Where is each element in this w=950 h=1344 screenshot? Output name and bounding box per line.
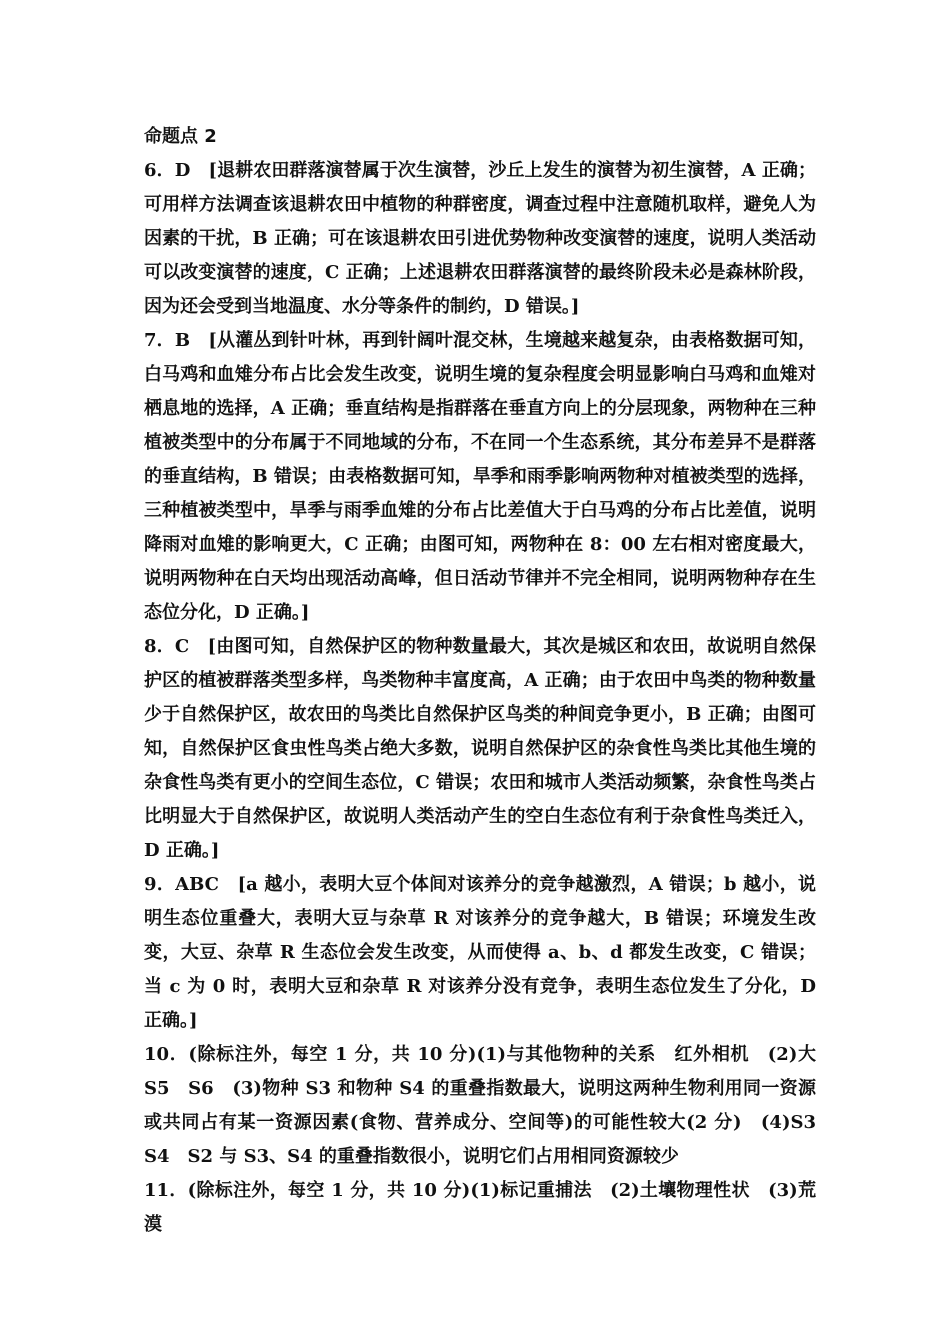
answer-item-9 bbox=[144, 868, 816, 1038]
answer-number: 6．D bbox=[144, 160, 191, 181]
answer-explanation: [由图可知，自然保护区的物种数量最大，其次是城区和农田，故说明自然保护区的植被群落类型多样，鸟类物种丰富度高，A 正确；由于农田中鸟类的物种数量少于自然保护区，故农田的鸟类比自然保护区鸟类的种间竞争更小，B 正确；由图可知，自然保护区食虫性鸟类占绝大多数，说明自然保护区的杂食性鸟类比其他生境的杂食性鸟类有更小的空间生态位，C 错误；农田和城市人类活动频繁，杂食性鸟类占比明显大于自然保护区，故说明人类活动产生的空白生态位有利于杂食性鸟类迁入，D 正确。] bbox=[144, 636, 816, 861]
answer-number: 10． bbox=[144, 1044, 189, 1065]
answer-explanation: [退耕农田群落演替属于次生演替，沙丘上发生的演替为初生演替，A 正确；可用样方法调查该退耕农田中植物的种群密度，调查过程中注意随机取样，避免人为因素的干扰，B 正确；可在该退耕农田引进优势物种改变演替的速度，说明人类活动可以改变演替的速度，C 正确；上述退耕农田群落演替的最终阶段未必是森林阶段，因为还会受到当地温度、水分等条件的制约，D 错误。] bbox=[144, 160, 817, 317]
answer-item-6 bbox=[144, 154, 816, 324]
answer-item-11 bbox=[144, 1174, 816, 1242]
answer-number: 8．C bbox=[144, 636, 190, 657]
answer-explanation: [从灌丛到针叶林，再到针阔叶混交林，生境越来越复杂，由表格数据可知，白马鸡和血雉分布占比会发生改变，说明生境的复杂程度会明显影响白马鸡和血雉对栖息地的选择，A 正确；垂直结构是指群落在垂直方向上的分层现象，两物种在三种植被类型中的分布属于不同地域的分布，不在同一个生态系统，其分布差异不是群落的垂直结构，B 错误；由表格数据可知，旱季和雨季影响两物种对植被类型的选择，三种植被类型中，旱季与雨季血雉的分布占比差值大于白马鸡的分布占比差值，说明降雨对血雉的影响更大，C 正确；由图可知，两物种在 8：00 左右相对密度最大，说明两物种在白天均出现活动高峰，但日活动节律并不完全相同，说明两物种存在生态位分化，D 正确。] bbox=[144, 330, 817, 623]
answer-item-8 bbox=[144, 630, 816, 868]
answer-explanation: (除标注外，每空 1 分，共 10 分)(1)标记重捕法 (2)土壤物理性状 (3)荒漠 bbox=[144, 1180, 816, 1235]
section-heading: 命题点 2 bbox=[144, 126, 217, 147]
answer-number: 11． bbox=[144, 1180, 188, 1201]
answer-explanation: (除标注外，每空 1 分，共 10 分)(1)与其他物种的关系 红外相机 (2)大 S5 S6 (3)物种 S3 和物种 S4 的重叠指数最大，说明这两种生物利用同一资源或共同占有某一资源因素(食物、营养成分、空间等)的可能性较大(2 分) (4)S3 S4 S2 与 S3、S4 的重叠指数很小，说明它们占用相同资源较少 bbox=[144, 1044, 834, 1167]
answer-item-7 bbox=[144, 324, 816, 630]
answer-number: 9．ABC bbox=[144, 874, 219, 895]
answer-explanation: [a 越小，表明大豆个体间对该养分的竞争越激烈，A 错误；b 越小，说明生态位重叠大，表明大豆与杂草 R 对该养分的竞争越大，B 错误；环境发生改变，大豆、杂草 R 生态位会发生改变，从而使得 a、b、d 都发生改变，C 错误；当 c 为 0 时，表明大豆和杂草 R 对该养分没有竞争，表明生态位发生了分化，D 正确。] bbox=[144, 874, 817, 1031]
answer-number: 7．B bbox=[144, 330, 191, 351]
answer-content bbox=[144, 120, 834, 1242]
answer-item-10 bbox=[144, 1038, 834, 1174]
